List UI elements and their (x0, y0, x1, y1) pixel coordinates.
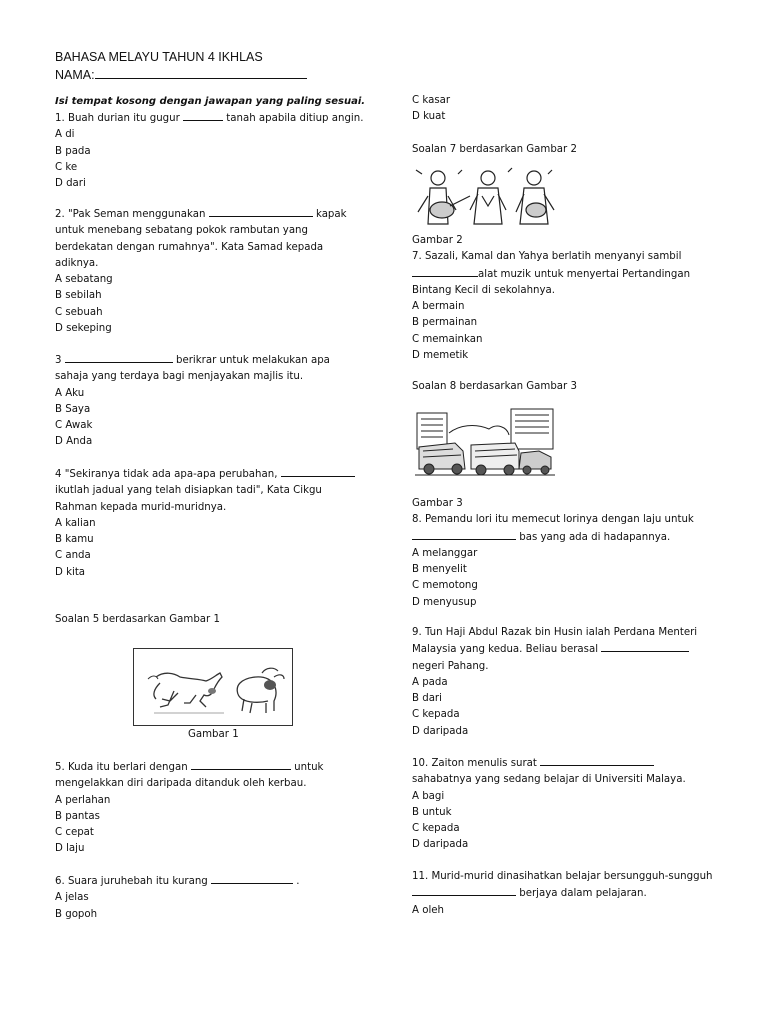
q7-line2: alat muzik untuk menyertai Pertandingan (412, 266, 690, 283)
q4-option-b: B kamu (55, 534, 94, 546)
q7-option-b: B permainan (412, 317, 478, 329)
worksheet-title: BAHASA MELAYU TAHUN 4 IKHLAS (55, 50, 263, 64)
q4-line2: ikutlah jadual yang telah disiapkan tadi", Kata Cikgu (55, 485, 322, 497)
q6-stem: 6. Suara juruhebah itu kurang . (55, 873, 300, 890)
q7-option-d: D memetik (412, 350, 469, 362)
q11-line2: berjaya dalam pelajaran. (412, 885, 712, 902)
q9-line2: Malaysia yang kedua. Beliau berasal (412, 641, 697, 658)
q3-option-d: D Anda (55, 436, 93, 448)
q5-option-a: A perlahan (55, 794, 111, 806)
q6-option-a: A jelas (55, 892, 89, 904)
q2 (55, 206, 347, 337)
singer-1-icon (431, 171, 445, 185)
singer-2-icon (481, 171, 495, 185)
q4-line3: Rahman kepada murid-muridnya. (55, 501, 227, 513)
q1 (55, 110, 363, 192)
q2-line3: berdekatan dengan rumahnya". Kata Samad kepada (55, 241, 324, 253)
q5-intro: Soalan 5 berdasarkan Gambar 1 (55, 614, 220, 625)
q6-option-d: D kuat (412, 111, 446, 123)
gambar-3-picture (415, 407, 555, 477)
q8-line2: bas yang ada di hadapannya. (412, 529, 694, 546)
gambar-1-picture (133, 648, 293, 726)
q8-option-c: C memotong (412, 580, 478, 592)
q6-continued (412, 93, 450, 126)
q2-option-b: B sebilah (55, 290, 102, 302)
q2-option-c: C sebuah (55, 306, 103, 318)
q7 (412, 233, 690, 364)
singers-illustration (412, 166, 558, 228)
q2-option-a: A sebatang (55, 274, 113, 286)
q3 (55, 352, 330, 451)
q8-option-b: B menyelit (412, 564, 467, 576)
q4-option-d: D kita (55, 566, 86, 578)
q1-option-a: A di (55, 129, 75, 141)
q8-option-a: A melanggar (412, 547, 478, 559)
gambar-2-caption: Gambar 2 (412, 235, 463, 246)
q11-stem: 11. Murid-murid dinasihatkan belajar bersungguh-sungguh (412, 871, 713, 882)
q1-option-d: D dari (55, 178, 86, 190)
q5 (55, 759, 323, 858)
q5-option-c: C cepat (55, 827, 94, 839)
gambar-2-picture (412, 166, 558, 228)
q11 (412, 869, 712, 919)
q9-line3: negeri Pahang. (412, 660, 489, 672)
q9-option-c: C kepada (412, 709, 460, 721)
q2-line2: untuk menebang sebatang pokok rambutan yang (55, 225, 308, 237)
q10 (412, 755, 686, 854)
q7-option-a: A bermain (412, 301, 465, 313)
q10-stem: 10. Zaiton menulis surat (412, 755, 686, 772)
q8-option-d: D menyusup (412, 596, 477, 608)
q5-line2: mengelakkan diri daripada ditanduk oleh kerbau. (55, 778, 307, 790)
q2-line4: adiknya. (55, 257, 99, 269)
q10-option-a: A bagi (412, 790, 445, 802)
q5-option-d: D laju (55, 843, 85, 855)
name-blank (95, 68, 307, 79)
q9-option-d: D daripada (412, 725, 469, 737)
gambar-1-caption: Gambar 1 (188, 729, 239, 740)
q5-stem: 5. Kuda itu berlari dengan untuk (55, 759, 323, 776)
gambar-3-caption: Gambar 3 (412, 498, 463, 509)
q10-line2: sahabatnya yang sedang belajar di Universiti Malaya. (412, 774, 686, 786)
q8-stem: 8. Pemandu lori itu memecut lorinya dengan laju untuk (412, 514, 694, 526)
q3-option-b: B Saya (55, 403, 91, 415)
q7-option-c: C memainkan (412, 333, 483, 345)
name-label: NAMA: (55, 68, 95, 82)
q2-option-d: D sekeping (55, 323, 112, 335)
q3-stem: 3 berikrar untuk melakukan apa (55, 352, 330, 369)
q3-option-a: A Aku (55, 387, 85, 399)
horse-buffalo-illustration (134, 649, 292, 725)
q10-option-b: B untuk (412, 806, 452, 818)
q4-option-c: C anda (55, 550, 91, 562)
q6 (55, 873, 300, 923)
traffic-illustration (415, 407, 555, 477)
instruction: Isi tempat kosong dengan jawapan yang paling sesuai. (55, 96, 366, 107)
q7-intro: Soalan 7 berdasarkan Gambar 2 (412, 144, 577, 155)
q10-option-c: C kepada (412, 823, 460, 835)
q4 (55, 466, 355, 581)
q1-stem: 1. Buah durian itu gugur tanah apabila ditiup angin. (55, 110, 363, 127)
q10-option-d: D daripada (412, 839, 469, 851)
q7-line3: Bintang Kecil di sekolahnya. (412, 284, 555, 296)
q6-option-c: C kasar (412, 95, 451, 106)
q5-option-b: B pantas (55, 810, 100, 822)
q2-stem: 2. "Pak Seman menggunakan kapak (55, 206, 347, 223)
q9-option-b: B dari (412, 693, 442, 705)
q11-option-a: A oleh (412, 904, 444, 916)
q6-option-b: B gopoh (55, 908, 98, 920)
q3-line2: sahaja yang terdaya bagi menjayakan majlis itu. (55, 371, 304, 383)
singer-3-icon (527, 171, 541, 185)
q8-intro: Soalan 8 berdasarkan Gambar 3 (412, 381, 577, 392)
q1-option-b: B pada (55, 145, 91, 157)
q4-stem: 4 "Sekiranya tidak ada apa-apa perubahan, (55, 466, 355, 483)
name-field (55, 68, 307, 82)
q3-option-c: C Awak (55, 420, 93, 432)
q9 (412, 625, 697, 740)
q1-option-c: C ke (55, 161, 78, 173)
q9-stem: 9. Tun Haji Abdul Razak bin Husin ialah Perdana Menteri (412, 627, 698, 638)
q7-stem: 7. Sazali, Kamal dan Yahya berlatih menyanyi sambil (412, 251, 682, 263)
q9-option-a: A pada (412, 676, 448, 688)
q4-option-a: A kalian (55, 517, 96, 529)
q8 (412, 496, 694, 611)
